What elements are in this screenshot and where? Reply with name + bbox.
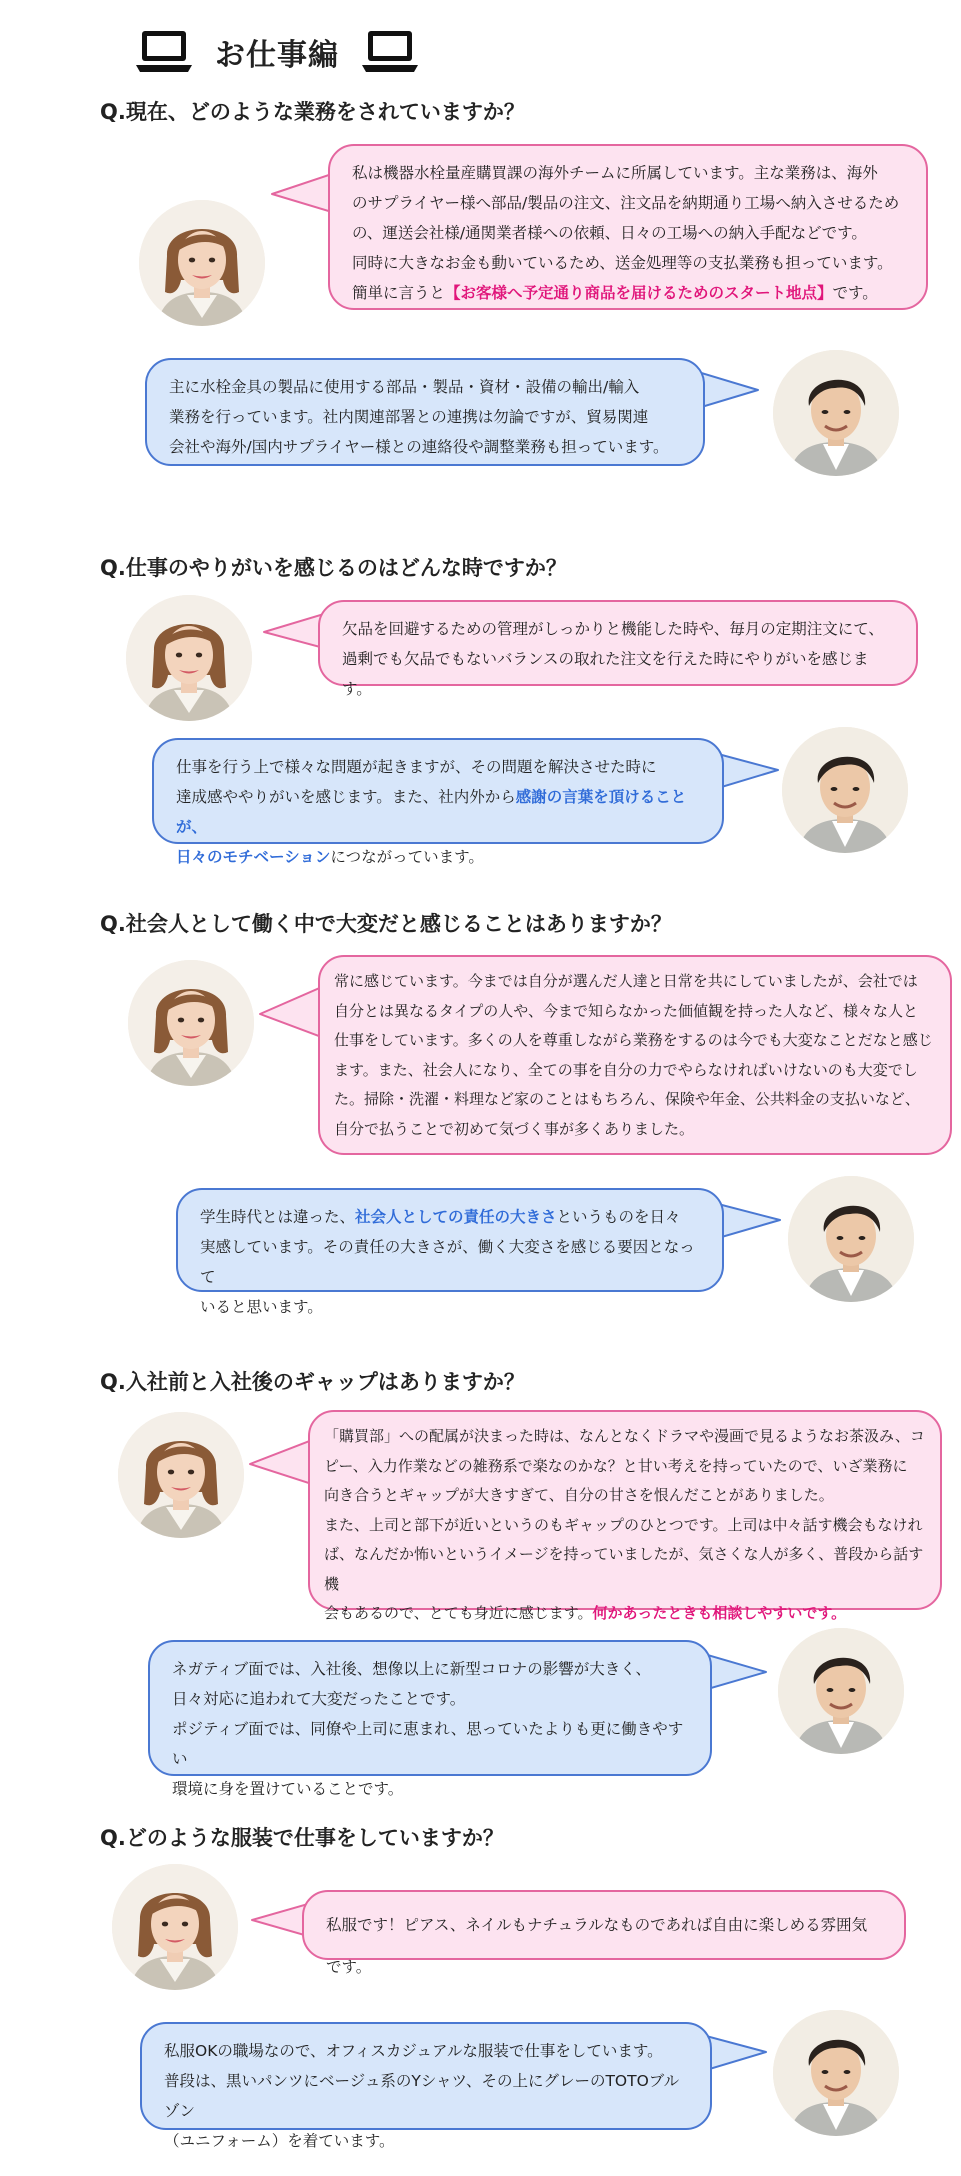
answer-line: 仕事をしています。多くの人を尊重しながら業務をするのは今でも大変なことだなと感じ	[334, 1031, 933, 1049]
answer-line: 会社や海外/国内サプライヤー様との連絡役や調整業務も担っています。	[169, 438, 669, 456]
speech-tail	[248, 1434, 312, 1490]
answer-line: の、運送会社様/通関業者様への依頼、日々の工場への納入手配などです。	[352, 224, 867, 242]
answer-bubble-man	[152, 738, 724, 866]
answer-line: 普段は、黒いパンツにベージュ系のYシャツ、その上にグレーのTOTOブルゾン	[164, 2072, 680, 2120]
answer-line: いると思います。	[200, 1298, 323, 1316]
answer-line: 私は機器水栓量産購買課の海外チームに所属しています。主な業務は、海外	[352, 164, 878, 182]
answer-line: 常に感じています。今までは自分が選んだ人達と日常を共にしていましたが、会社では	[334, 972, 918, 990]
answer-line: 自分とは異なるタイプの人や、今まで知らなかった価値観を持った人など、様々な人と	[334, 1001, 918, 1020]
answer-line: のサプライヤー様へ部品/製品の注文、注文品を納期通り工場へ納入させるため	[352, 194, 900, 212]
avatar-man	[778, 1628, 904, 1754]
page-title-text: お仕事編	[215, 38, 339, 73]
answer-line: 仕事を行う上で様々な問題が起きますが、その問題を解決させた時に	[176, 758, 657, 776]
answer-line: 向き合うとギャップが大きすぎて、自分の甘さを恨んだことがありました。	[324, 1486, 834, 1504]
avatar-woman	[112, 1864, 238, 1990]
answer-line: また、上司と部下が近いというのもギャップのひとつです。上司は中々話す機会もなけれ	[324, 1515, 923, 1534]
answer-line: 会もあるので、とても身近に感じます。何かあったときも相談しやすいです。	[324, 1604, 847, 1622]
answer-line: 私服です！ピアス、ネイルもナチュラルなものであれば自由に楽しめる雰囲気です。	[326, 1916, 868, 1976]
speech-tail	[698, 366, 760, 416]
question-2: Q.仕事のやりがいを感じるのはどんな時ですか？	[100, 556, 567, 580]
avatar-man	[773, 2010, 899, 2136]
answer-line: 日々対応に追われて大変だったことです。	[172, 1690, 466, 1708]
answer-line: 業務を行っています。社内関連部署との連携は勿論ですが、貿易関連	[169, 408, 649, 426]
laptop-icon	[135, 29, 193, 75]
avatar-woman	[139, 200, 265, 326]
speech-tail	[250, 1898, 308, 1942]
answer-line: 日々のモチベーションにつながっています。	[176, 848, 484, 866]
question-5: Q.どのような服装で仕事をしていますか？	[100, 1826, 504, 1850]
answer-bubble-man	[148, 1640, 712, 1798]
laptop-icon	[361, 29, 419, 75]
answer-bubble-woman	[302, 1890, 906, 1976]
answer-line: 過剰でも欠品でもないバランスの取れた注文を行えた時にやりがいを感じます。	[342, 650, 869, 698]
answer-line: 私服OKの職場なので、オフィスカジュアルな服装で仕事をしています。	[164, 2042, 663, 2060]
answer-line: 実感しています。その責任の大きさが、働く大変さを感じる要因となって	[200, 1238, 695, 1286]
question-4: Q.入社前と入社後のギャップはありますか？	[100, 1370, 525, 1394]
speech-tail	[706, 2030, 768, 2076]
answer-line: 簡単に言うと【お客様へ予定通り商品を届けるためのスタート地点】です。	[352, 284, 878, 302]
answer-line: ば、なんだか怖いというイメージを持っていましたが、気さくな人が多く、普段から話す機	[324, 1545, 924, 1593]
speech-tail	[718, 1198, 782, 1244]
answer-line: （ユニフォーム）を着ています。	[164, 2132, 395, 2150]
answer-bubble-man	[140, 2022, 712, 2150]
highlight-text: 何かあったときも相談しやすいです。	[592, 1604, 847, 1622]
highlight-text: 感謝の言葉を頂けることが、	[176, 788, 687, 836]
avatar-man	[773, 350, 899, 476]
highlight-text: 社会人としての責任の大きさ	[355, 1208, 557, 1226]
answer-bubble-woman	[308, 1410, 942, 1622]
avatar-woman	[126, 595, 252, 721]
answer-line: ネガティブ面では、入社後、想像以上に新型コロナの影響が大きく、	[172, 1660, 651, 1678]
speech-tail	[270, 168, 332, 218]
answer-bubble-man	[145, 358, 705, 466]
answer-line: 環境に身を置けていることです。	[172, 1780, 404, 1798]
answer-line: 達成感ややりがいを感じます。また、社内外から感謝の言葉を頂けることが、	[176, 788, 687, 836]
speech-tail	[704, 1648, 768, 1696]
highlight-text: 【お客様へ予定通り商品を届けるためのスタート地点】	[445, 284, 833, 302]
answer-line: 学生時代とは違った、社会人としての責任の大きさというものを日々	[200, 1208, 681, 1226]
speech-tail	[262, 608, 324, 654]
answer-bubble-woman	[318, 955, 952, 1155]
answer-bubble-man	[176, 1188, 724, 1316]
avatar-man	[788, 1176, 914, 1302]
answer-line: 主に水栓金具の製品に使用する部品・製品・資材・設備の輸出/輸入	[169, 378, 640, 396]
avatar-man	[782, 727, 908, 853]
highlight-text: 日々のモチベーション	[176, 848, 331, 866]
answer-line: ます。また、社会人になり、全ての事を自分の力でやらなければいけないのも大変でし	[334, 1060, 918, 1079]
answer-line: 自分で払うことで初めて気づく事が多くありました。	[334, 1119, 695, 1138]
answer-line: 同時に大きなお金も動いているため、送金処理等の支払業務も担っています。	[352, 254, 893, 272]
question-3: Q.社会人として働く中で大変だと感じることはありますか？	[100, 912, 672, 936]
answer-line: ポジティブ面では、同僚や上司に恵まれ、思っていたよりも更に働きやすい	[172, 1720, 684, 1768]
answer-line: た。掃除・洗濯・料理など家のことはもちろん、保険や年金、公共料金の支払いなど、	[334, 1090, 920, 1108]
page-title	[135, 24, 419, 80]
avatar-woman	[118, 1412, 244, 1538]
question-1: Q.現在、どのような業務をされていますか？	[100, 100, 525, 124]
speech-tail	[258, 980, 324, 1044]
speech-tail	[718, 748, 780, 794]
avatar-woman	[128, 960, 254, 1086]
answer-line: 欠品を回避するための管理がしっかりと機能した時や、毎月の定期注文にて、	[342, 620, 884, 638]
answer-bubble-woman	[318, 600, 918, 698]
answer-line: 「購買部」への配属が決まった時は、なんとなくドラマや漫画で見るようなお茶汲み、コ	[324, 1427, 925, 1445]
answer-line: ピー、入力作業などの雑務系で楽なのかな？と甘い考えを持っていたので、いざ業務に	[324, 1456, 908, 1475]
answer-bubble-woman	[328, 144, 928, 310]
